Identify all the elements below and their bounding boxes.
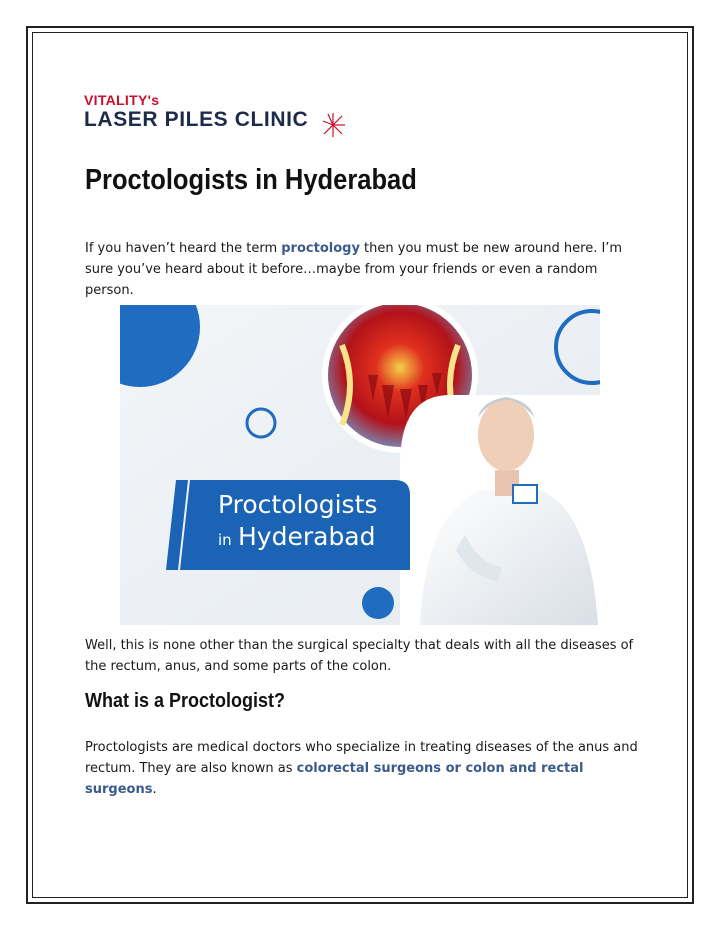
laser-burst-icon	[320, 112, 346, 138]
banner-line-2: Hyderabad	[238, 522, 376, 551]
logo-main-line: LASER PILES CLINIC	[84, 108, 309, 131]
banner-line-1: Proctologists	[218, 490, 378, 519]
proctologist-text-end: .	[152, 782, 157, 797]
colorectal-surgeons-link[interactable]: colorectal surgeons or colon and rectal surgeons	[85, 761, 584, 797]
logo-top-line: VITALITY's	[84, 92, 160, 108]
intro-text-start: If you haven’t heard the term	[85, 241, 282, 256]
clinic-logo	[84, 90, 354, 140]
proctologist-text-start: Proctologists are medical doctors who specialize in treating diseases of the anus and rectum. They are also known as	[85, 740, 638, 776]
section-heading: What is a Proctologist?	[85, 690, 286, 712]
banner-line-2-prefix: in	[218, 531, 232, 549]
decor-circle-small	[362, 587, 394, 619]
page-title: Proctologists in Hyderabad	[85, 164, 417, 196]
proctology-link[interactable]: proctology	[281, 241, 360, 256]
intro-text-end: then you must be new around here. I’m sure you’ve heard about it before…maybe from your friends or even a random person.	[85, 241, 623, 298]
intro-paragraph	[85, 238, 645, 301]
proctologist-paragraph	[85, 737, 645, 800]
definition-paragraph: Well, this is none other than the surgical specialty that deals with all the diseases of the rectum, anus, and some parts of the colon.	[85, 638, 634, 674]
hero-image	[120, 305, 600, 625]
